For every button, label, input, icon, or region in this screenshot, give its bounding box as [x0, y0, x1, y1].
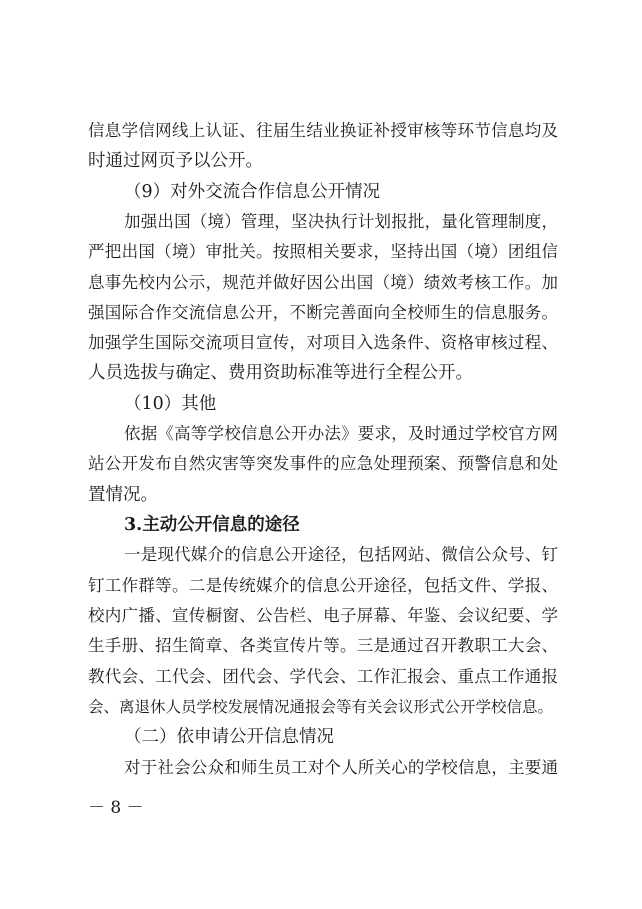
body-line: 对于社会公众和师生员工对个人所关心的学校信息，主要通	[124, 758, 558, 777]
section-heading: （二）依申请公开信息情况	[124, 727, 334, 747]
body-line: 站公开发布自然灾害等突发事件的应急处理预案、预警信息和处	[88, 454, 558, 473]
body-line: 会、离退休人员学校发展情况通报会等有关会议形式公开学校信息。	[88, 698, 554, 716]
section-heading: （10）其他	[124, 394, 217, 414]
body-line: 一是现代媒介的信息公开途径，包括网站、微信公众号、钉	[124, 545, 558, 564]
body-line: 依据《高等学校信息公开办法》要求，及时通过学校官方网	[124, 424, 558, 443]
body-line: 加强出国（境）管理，坚决执行计划报批，量化管理制度，	[124, 212, 558, 231]
body-line: 生手册、招生简章、各类宣传片等。三是通过召开教职工大会、	[88, 636, 558, 655]
body-line: 校内广播、宣传橱窗、公告栏、电子屏幕、年鉴、会议纪要、学	[88, 606, 558, 625]
body-line: 息事先校内公示，规范并做好因公出国（境）绩效考核工作。加	[88, 273, 558, 292]
body-line: 钉工作群等。二是传统媒介的信息公开途径，包括文件、学报、	[88, 576, 558, 595]
body-line: 教代会、工代会、团代会、学代会、工作汇报会、重点工作通报	[88, 667, 558, 686]
body-line: 加强学生国际交流项目宣传，对项目入选条件、资格审核过程、	[88, 333, 558, 352]
body-line: 置情况。	[88, 485, 158, 505]
body-line: 信息学信网线上认证、往届生结业换证补授审核等环节信息均及	[88, 121, 558, 140]
body-line: 严把出国（境）审批关。按照相关要求，坚持出国（境）团组信	[88, 242, 558, 261]
bold-heading: 3.主动公开信息的途径	[124, 515, 300, 535]
body-line: 时通过网页予以公开。	[88, 151, 263, 171]
page-number: － 8 －	[88, 798, 144, 818]
section-heading: （9）对外交流合作信息公开情况	[124, 182, 381, 202]
body-line: 强国际合作交流信息公开，不断完善面向全校师生的信息服务。	[88, 303, 558, 322]
body-line: 人员选拔与确定、费用资助标准等进行全程公开。	[88, 363, 473, 383]
